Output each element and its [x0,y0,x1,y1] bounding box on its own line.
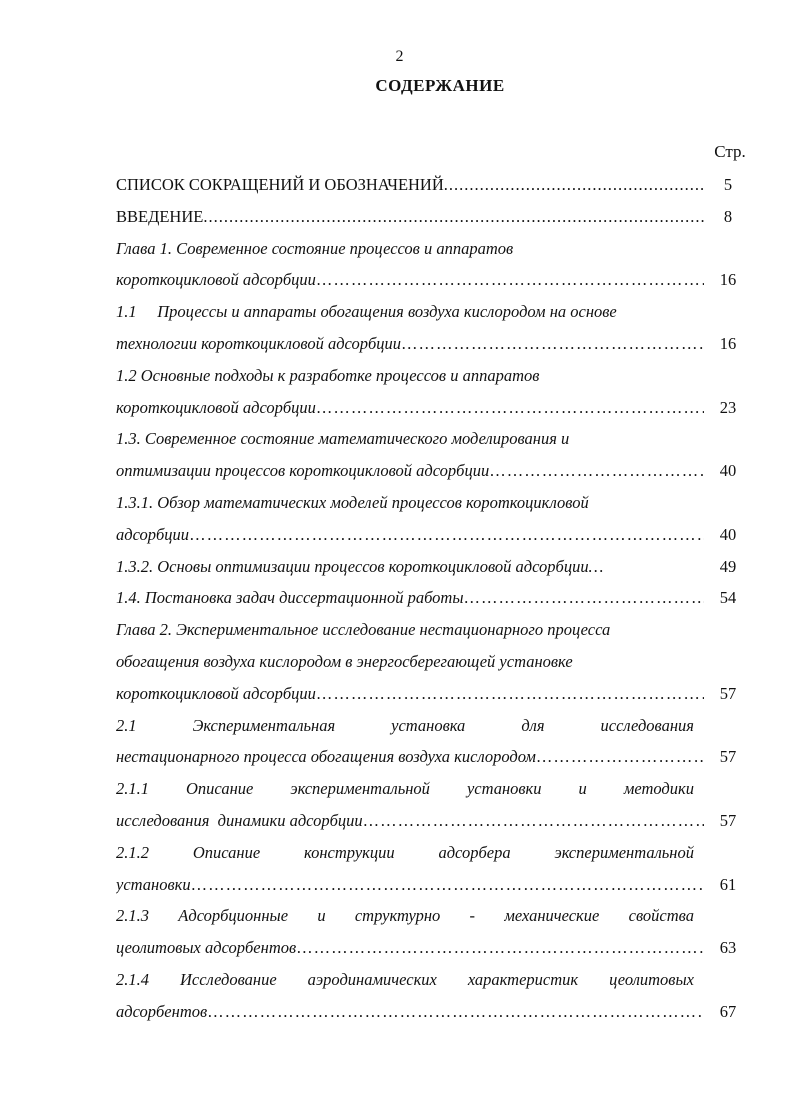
toc-page-number: 57 [719,747,737,767]
toc-entry-2-1-1: 2.1.1 Описание экспериментальной установки и методики [116,779,694,799]
page-column-label: Стр. [714,142,746,161]
toc-page-number: 40 [719,524,737,544]
toc-entry-1-2-cont: короткоцикловой адсорбции …………………………………………………………………………………………………………………………………………………………… 23 [116,392,752,424]
toc-page-number: 57 [719,810,737,830]
toc-page-number: 16 [719,270,737,290]
toc-entry-1-1-cont: технологии короткоцикловой адсорбции …………………………………………………………………………………………………………………………………………………………… 16 [116,328,752,360]
page-number: 2 [395,48,404,65]
toc-page-number: 16 [719,333,737,353]
toc-entry-1-3: 1.3. Современное состояние математического моделирования и [116,429,570,449]
toc-page-number: 5 [723,175,733,194]
table-of-contents [116,169,752,1028]
toc-entry-chapter-2-cont1: обогащения воздуха кислородом в энергосберегающей установке [116,651,573,671]
toc-page-number: 57 [719,683,737,703]
toc-entry-chapter-1-cont: короткоцикловой адсорбции …………………………………………………………………………………………………………………………………………………………… 16 [116,264,752,296]
toc-page-number: 8 [723,206,733,226]
toc-entry-introduction: ВВЕДЕНИЕ ..... 8 [116,201,752,233]
toc-entry-2-1-2-cont: установки …………………………………………………………………………………………………………………………………………………………… 61 [116,869,752,901]
toc-entry-1-3-2: 1.3.2. Основы оптимизации процессов короткоцикловой адсорбции… 49 [116,551,752,583]
toc-entry-2-1-4: 2.1.4 Исследование аэродинамических характеристик цеолитовых [116,969,694,989]
toc-entry-chapter-2: Глава 2. Экспериментальное исследование нестационарного процесса [116,620,611,640]
toc-entry-1-1: 1.1 Процессы и аппараты обогащения воздуха кислородом на основе [116,302,617,322]
toc-entry-1-4: 1.4. Постановка задач диссертационной работы …………………………………………………………………………………………………………………………………………………………… 54 [116,582,752,614]
toc-page-number: 61 [719,874,737,894]
toc-page-number: 67 [719,1001,737,1021]
toc-entry-1-2: 1.2 Основные подходы к разработке процессов и аппаратов [116,365,540,385]
toc-entry-2-1-3: 2.1.3 Адсорбционные и структурно - механические свойства [116,906,694,926]
toc-entry-2-1: 2.1 Экспериментальная установка для исследования [116,715,694,735]
toc-entry-1-3-1-cont: адсорбции …………………………………………………………………………………………………………………………………………………………… 40 [116,519,752,551]
toc-entry-1-3-1: 1.3.1. Обзор математических моделей процессов короткоцикловой [116,492,589,512]
toc-entry-chapter-1: Глава 1. Современное состояние процессов и аппаратов [116,238,514,258]
toc-page-number: 49 [719,556,737,576]
toc-entry-2-1-4-cont: адсорбентов …………………………………………………………………………………………………………………………………………………………… 67 [116,996,752,1028]
toc-page-number: 54 [719,588,737,608]
toc-page-number: 23 [719,397,737,417]
toc-page-number: 40 [719,461,737,481]
toc-entry-2-1-2: 2.1.2 Описание конструкции адсорбера экспериментальной [116,842,694,862]
toc-entry-2-1-cont: нестационарного процесса обогащения воздуха кислородом …………………………………………………………………………………………………………………………………………………………… 57 [116,741,752,773]
toc-entry-abbreviations: СПИСОК СОКРАЩЕНИЙ И ОБОЗНАЧЕНИЙ ..... 5 [116,169,752,201]
toc-entry-chapter-2-cont2: короткоцикловой адсорбции …………………………………………………………………………………………………………………………………………………………… 57 [116,678,752,710]
toc-entry-2-1-1-cont: исследования динамики адсорбции …………………………………………………………………………………………………………………………………………………………… 57 [116,805,752,837]
toc-page-number: 63 [719,938,737,958]
page-title: СОДЕРЖАНИЕ [375,76,505,95]
toc-entry-2-1-3-cont: цеолитовых адсорбентов …………………………………………………………………………………………………………………………………………………………… 63 [116,932,752,964]
toc-entry-1-3-cont: оптимизации процессов короткоцикловой адсорбции …………………………………………………………………………………………………………………………………………………………… 40 [116,455,752,487]
